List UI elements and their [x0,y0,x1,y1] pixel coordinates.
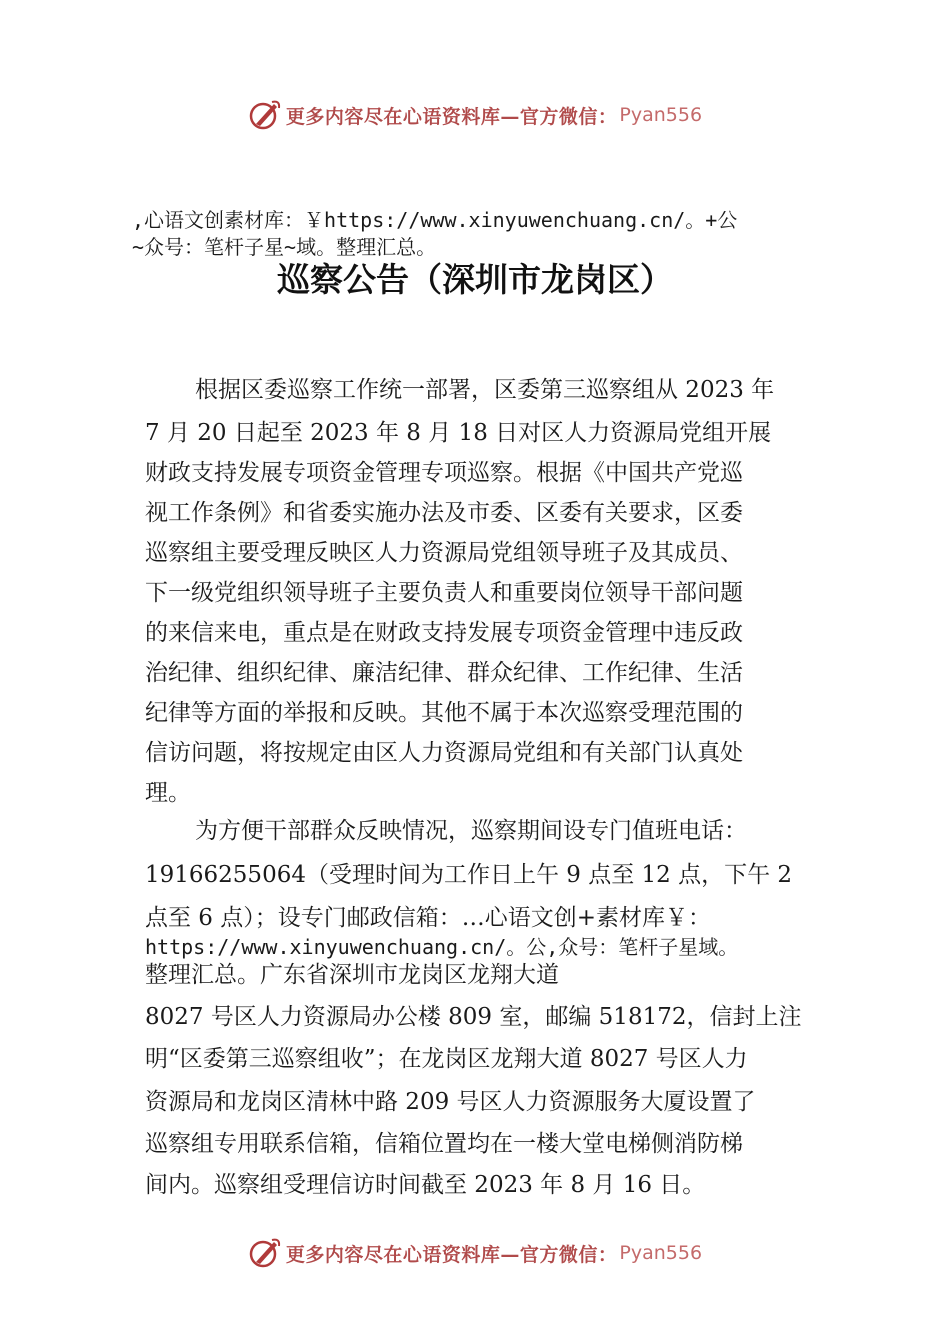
paragraph-line: 理。 [145,780,191,806]
header-watermark [0,95,950,135]
paragraph-line: https://www.xinyuwenchuang.cn/。公,众号：笔杆子星域。 [145,935,739,959]
paragraph-line: 间内。巡察组受理信访时间截至 2023 年 8 月 16 日。 [145,1172,706,1198]
paragraph-line: 巡察组专用联系信箱，信箱位置均在一楼大堂电梯侧消防梯 [145,1131,743,1157]
paragraph-line: 7 月 20 日起至 2023 年 8 月 18 日对区人力资源局党组开展 [145,420,772,446]
paragraph-line: 治纪律、组织纪律、廉洁纪律、群众纪律、工作纪律、生活 [145,660,743,686]
watermark-contact: Pyan556 [619,1242,703,1264]
paragraph-line: 的来信来电，重点是在财政支持发展专项资金管理中违反政 [145,620,743,646]
paragraph-line: 根据区委巡察工作统一部署，区委第三巡察组从 2023 年 [195,377,775,403]
footer-watermark [0,1233,950,1273]
paragraph-line: 19166255064（受理时间为工作日上午 9 点至 12 点，下午 2 [145,862,793,888]
paragraph-line: 整理汇总。广东省深圳市龙岗区龙翔大道 [145,962,559,988]
paragraph-line: 明“区委第三巡察组收”；在龙岗区龙翔大道 8027 号区人力 [145,1046,748,1072]
paragraph-line: 下一级党组织领导班子主要负责人和重要岗位领导干部问题 [145,580,743,606]
inserted-note-line: ~众号：笔杆子星~域。整理汇总。 [132,235,437,259]
quill-logo-icon [248,1236,282,1270]
paragraph-line: 为方便干部群众反映情况，巡察期间设专门值班电话： [195,818,747,844]
paragraph-line: 点至 6 点）；设专门邮政信箱：…心语文创+素材库￥： [145,905,712,931]
paragraph-line: 视工作条例》和省委实施办法及市委、区委有关要求，区委 [145,500,743,526]
watermark-contact: Pyan556 [619,104,703,126]
paragraph-line: 巡察组主要受理反映区人力资源局党组领导班子及其成员、 [145,540,743,566]
document-title: 巡察公告（深圳市龙岗区） [277,260,673,299]
quill-logo-icon [248,98,282,132]
watermark-text: 更多内容尽在心语资料库—官方微信： [285,1243,618,1266]
paragraph-line: 资源局和龙岗区清林中路 209 号区人力资源服务大厦设置了 [145,1089,756,1115]
paragraph-line: 8027 号区人力资源局办公楼 809 室，邮编 518172，信封上注 [145,1004,802,1030]
watermark-text: 更多内容尽在心语资料库—官方微信： [285,105,618,128]
paragraph-line: 信访问题，将按规定由区人力资源局党组和有关部门认真处 [145,740,743,766]
paragraph-line: 财政支持发展专项资金管理专项巡察。根据《中国共产党巡 [145,460,743,486]
inserted-note-line: ,心语文创素材库：￥https://www.xinyuwenchuang.cn/。+公 [132,208,738,232]
paragraph-line: 纪律等方面的举报和反映。其他不属于本次巡察受理范围的 [145,700,743,726]
